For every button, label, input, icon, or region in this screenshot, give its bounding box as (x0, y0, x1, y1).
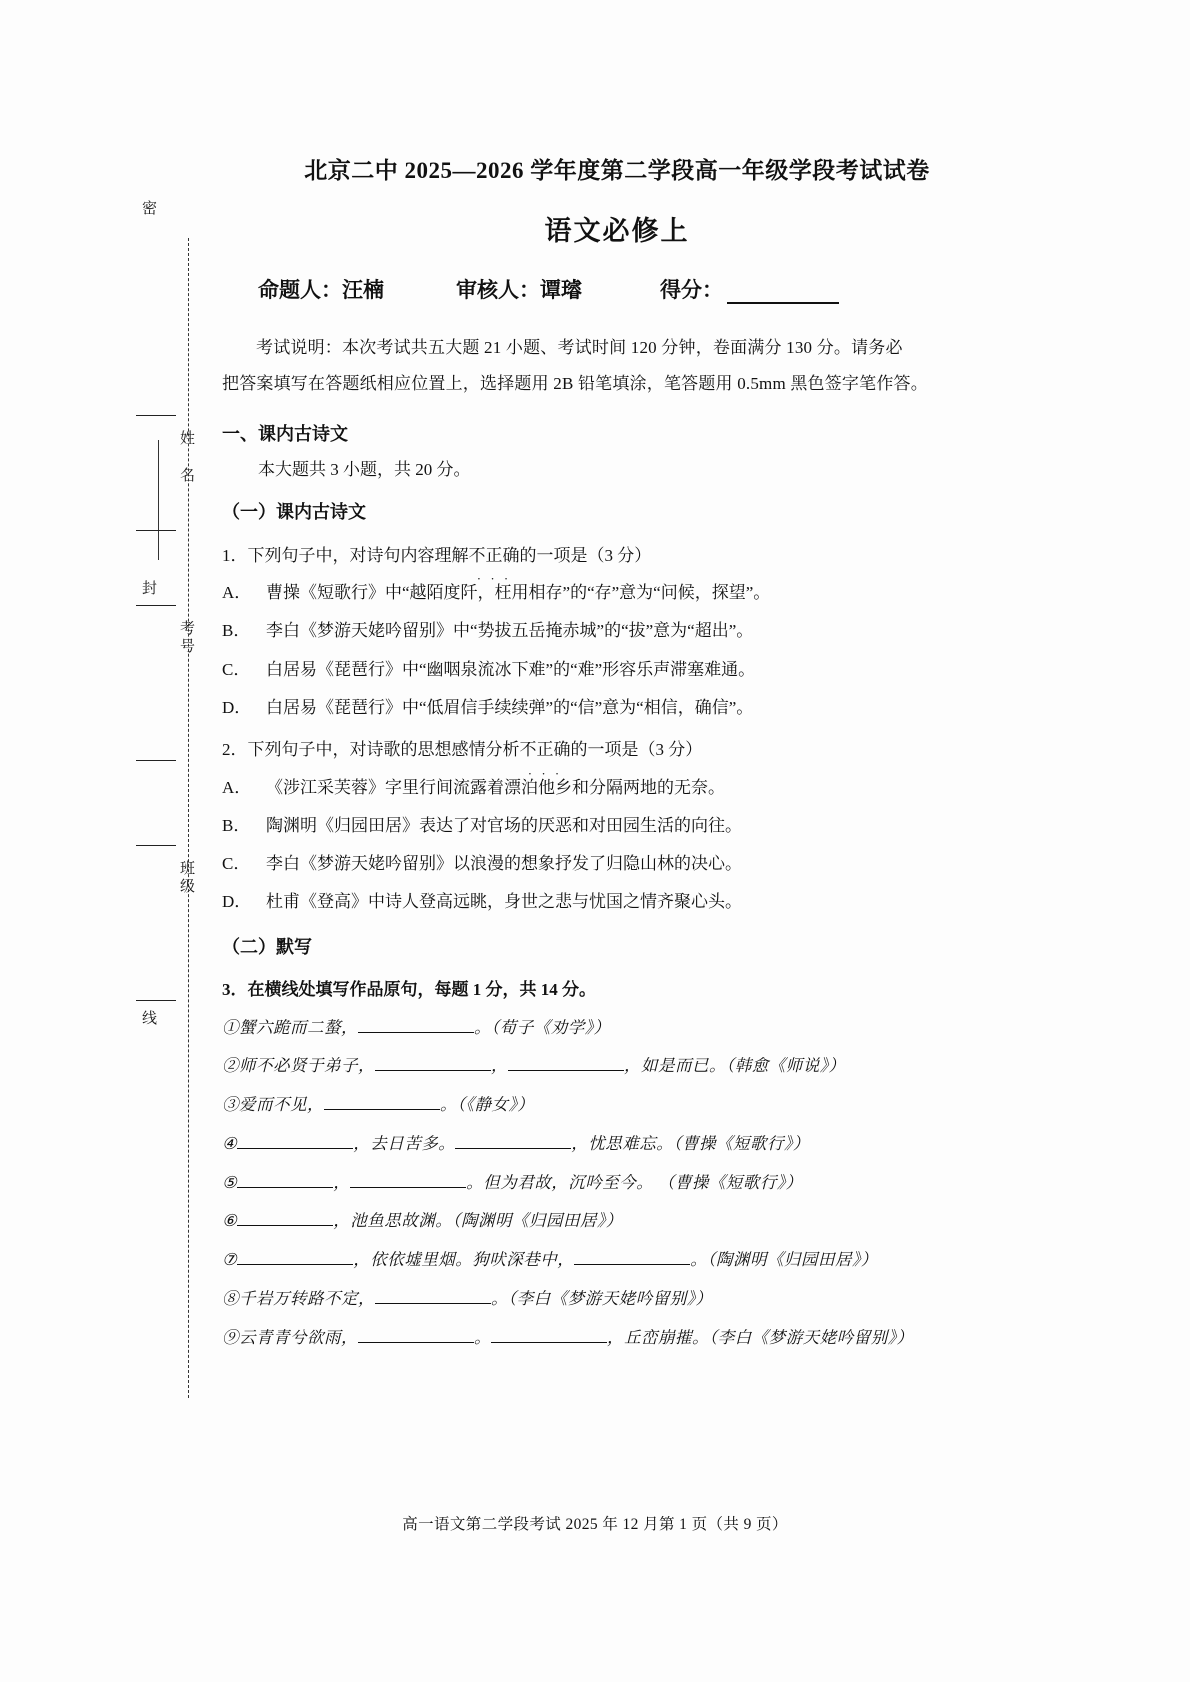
question-2-emphasis: 不正确 · · · (520, 731, 571, 768)
dictation-mid-text: ，依依墟里烟。狗吠深巷中， (353, 1250, 575, 1270)
dictation-blank[interactable] (237, 1250, 353, 1265)
option-text: 陶渊明《归园田居》表达了对官场的厌恶和对田园生活的向往。 (266, 815, 742, 835)
option-text: 杜甫《登高》中诗人登高远眺，身世之悲与忧国之情齐聚心头。 (266, 892, 742, 912)
question-2-option-c[interactable] (222, 845, 1012, 883)
option-letter: B． (222, 621, 251, 641)
seal-char-feng: 封 (140, 580, 156, 597)
dictation-item-8 (222, 1280, 1012, 1319)
dictation-item-7 (222, 1241, 1012, 1280)
option-letter: A． (222, 583, 252, 603)
page-title: 北京二中 2025—2026 学年度第二学段高一年级学段考试试卷 (304, 158, 930, 183)
seal-field-examno: 考号 (178, 620, 194, 656)
question-2-stem-prefix: 2．下列句子中，对诗歌的思想感情分析 (222, 740, 520, 760)
option-letter: B． (222, 815, 251, 835)
option-text: 白居易《琵琶行》中“低眉信手续续弹”的“信”意为“相信，确信”。 (266, 697, 754, 717)
question-1-option-d[interactable] (222, 689, 1012, 727)
seal-rule-3 (136, 605, 176, 606)
dictation-mid-text: 。 (474, 1327, 491, 1347)
question-1-emphasis: 不正确 · · · (469, 537, 520, 574)
question-3-stem: 3．在横线处填写作品原句，每题 1 分，共 14 分。 (222, 980, 596, 1000)
seal-field-name: 姓 名 (178, 430, 194, 485)
subsection-heading-1: （一）课内古诗文 (222, 502, 366, 523)
page-footer: 高一语文第二学段考试 2025 年 12 月第 1 页（共 9 页） (402, 1516, 788, 1533)
dictation-item-3 (222, 1086, 1012, 1125)
dictation-blank[interactable] (237, 1173, 333, 1188)
seal-dashed-line (188, 238, 189, 1398)
score-blank-field[interactable] (727, 282, 839, 304)
dictation-mid-text: ，去日苦多。 (353, 1133, 456, 1153)
dictation-item-9 (222, 1319, 1012, 1358)
dictation-tail-text: ，池鱼思故渊。（陶渊明《归园田居》） (333, 1211, 623, 1231)
dictation-item-list (222, 1009, 1012, 1358)
seal-rule-6 (136, 1000, 176, 1001)
section-heading-1: 一、课内古诗文 (222, 423, 348, 444)
setter-label: 命题人：汪楠 (258, 278, 384, 303)
dictation-item-2 (222, 1047, 1012, 1086)
option-text: 李白《梦游天姥吟留别》以浪漫的想象抒发了归隐山林的决心。 (266, 854, 742, 874)
dictation-mid-text: ， (491, 1056, 508, 1076)
dictation-tail-text: 。（陶渊明《归园田居》） (690, 1250, 878, 1270)
dictation-item-number: ⑥ (222, 1211, 238, 1231)
exam-instructions (222, 330, 1012, 401)
score-label: 得分： (660, 278, 723, 303)
option-text: 《涉江采芙蓉》字里行间流露着漂泊他乡和分隔两地的无奈。 (266, 777, 725, 797)
dictation-item-number: ① (222, 1017, 239, 1037)
dictation-blank[interactable] (574, 1250, 690, 1265)
question-1-stem (222, 537, 1012, 574)
dictation-blank[interactable] (237, 1211, 333, 1226)
dictation-lead-text: 千岩万转路不定， (239, 1288, 375, 1308)
dictation-lead-text: 蟹六跪而二螯， (239, 1017, 358, 1037)
dictation-item-number: ⑨ (222, 1327, 239, 1347)
question-1-option-b[interactable] (222, 612, 1012, 650)
seal-field-class: 班级 (178, 860, 194, 896)
dictation-tail-text: 。（李白《梦游天姥吟留别》） (491, 1288, 713, 1308)
seal-rule-5 (136, 845, 176, 846)
question-1-option-a[interactable] (222, 574, 1012, 612)
dictation-blank[interactable] (358, 1018, 474, 1033)
seal-rule-2 (136, 530, 176, 531)
seal-rule-1 (136, 415, 176, 416)
dictation-tail-text: 。但为君故，沉吟至今。 （曹操《短歌行》） (466, 1172, 803, 1192)
dictation-blank[interactable] (455, 1134, 571, 1149)
seal-rule-4 (136, 760, 176, 761)
option-text: 李白《梦游天姥吟留别》中“势拔五岳掩赤城”的“拔”意为“超出”。 (266, 621, 754, 641)
option-text: 白居易《琵琶行》中“幽咽泉流冰下难”的“难”形容乐声滞塞难通。 (266, 659, 756, 679)
dictation-blank[interactable] (358, 1328, 474, 1343)
dictation-item-5 (222, 1164, 1012, 1203)
dictation-blank[interactable] (375, 1289, 491, 1304)
dictation-tail-text: ，丘峦崩摧。（李白《梦游天姥吟留别》） (607, 1327, 914, 1347)
dictation-blank[interactable] (375, 1056, 491, 1071)
question-2-stem (222, 731, 1012, 768)
dictation-blank[interactable] (508, 1056, 624, 1071)
option-text: 曹操《短歌行》中“越陌度阡，枉用相存”的“存”意为“问候，探望”。 (266, 583, 771, 603)
dictation-lead-text: 云青青兮欲雨， (239, 1327, 358, 1347)
question-2-stem-suffix: 的一项是（3 分） (570, 740, 703, 760)
dictation-tail-text: ，忧思难忘。（曹操《短歌行》） (571, 1133, 810, 1153)
section-note-1: 本大题共 3 小题，共 20 分。 (258, 459, 471, 479)
seal-char-mi: 密 (140, 200, 156, 217)
option-letter: C． (222, 854, 251, 874)
instructions-line-2: 把答案填写在答题纸相应位置上，选择题用 2B 铅笔填涂，笔答题用 0.5mm 黑色签字笔作答。 (222, 373, 928, 393)
dictation-lead-text: 爱而不见， (239, 1095, 324, 1115)
dictation-item-number: ⑤ (222, 1172, 238, 1192)
subject-title: 语文必修上 (544, 216, 690, 247)
option-letter: D． (222, 892, 252, 912)
subsection-heading-2: （二）默写 (222, 936, 312, 957)
dictation-item-number: ④ (222, 1133, 238, 1153)
dictation-item-6 (222, 1202, 1012, 1241)
dictation-mid-text: ， (333, 1172, 351, 1192)
question-2-option-a[interactable] (222, 769, 1012, 807)
question-1-stem-prefix: 1．下列句子中，对诗句内容理解 (222, 545, 469, 565)
dictation-item-number: ② (222, 1056, 239, 1076)
dictation-blank[interactable] (491, 1328, 607, 1343)
dictation-item-4 (222, 1125, 1012, 1164)
question-1-stem-suffix: 的一项是（3 分） (519, 545, 652, 565)
exam-meta-row (222, 274, 1012, 304)
dictation-blank[interactable] (324, 1095, 440, 1110)
option-letter: D． (222, 697, 252, 717)
question-1-option-c[interactable] (222, 651, 1012, 689)
dictation-item-1 (222, 1009, 1012, 1048)
question-2-option-d[interactable] (222, 883, 1012, 921)
dictation-item-number: ⑦ (222, 1250, 238, 1270)
dictation-tail-text: 。（荀子《劝学》） (474, 1017, 611, 1037)
option-letter: A． (222, 777, 252, 797)
seal-solid-line (158, 440, 159, 560)
dictation-lead-text: 师不必贤于弟子， (239, 1056, 375, 1076)
option-letter: C． (222, 659, 251, 679)
question-2-option-b[interactable] (222, 807, 1012, 845)
dictation-item-number: ⑧ (222, 1288, 239, 1308)
reviewer-label: 审核人：谭璿 (456, 278, 582, 303)
dictation-item-number: ③ (222, 1095, 239, 1115)
document-body (222, 0, 1012, 1358)
instructions-line-1: 考试说明：本次考试共五大题 21 小题、考试时间 120 分钟，卷面满分 130 分。请务必 (256, 338, 903, 358)
dictation-tail-text: 。（《静女》） (440, 1095, 535, 1115)
dictation-blank[interactable] (237, 1134, 353, 1149)
seal-char-xian: 线 (140, 1010, 156, 1027)
dictation-tail-text: ，如是而已。（韩愈《师说》） (624, 1056, 846, 1076)
sealing-margin (130, 200, 205, 1400)
dictation-blank[interactable] (350, 1173, 466, 1188)
